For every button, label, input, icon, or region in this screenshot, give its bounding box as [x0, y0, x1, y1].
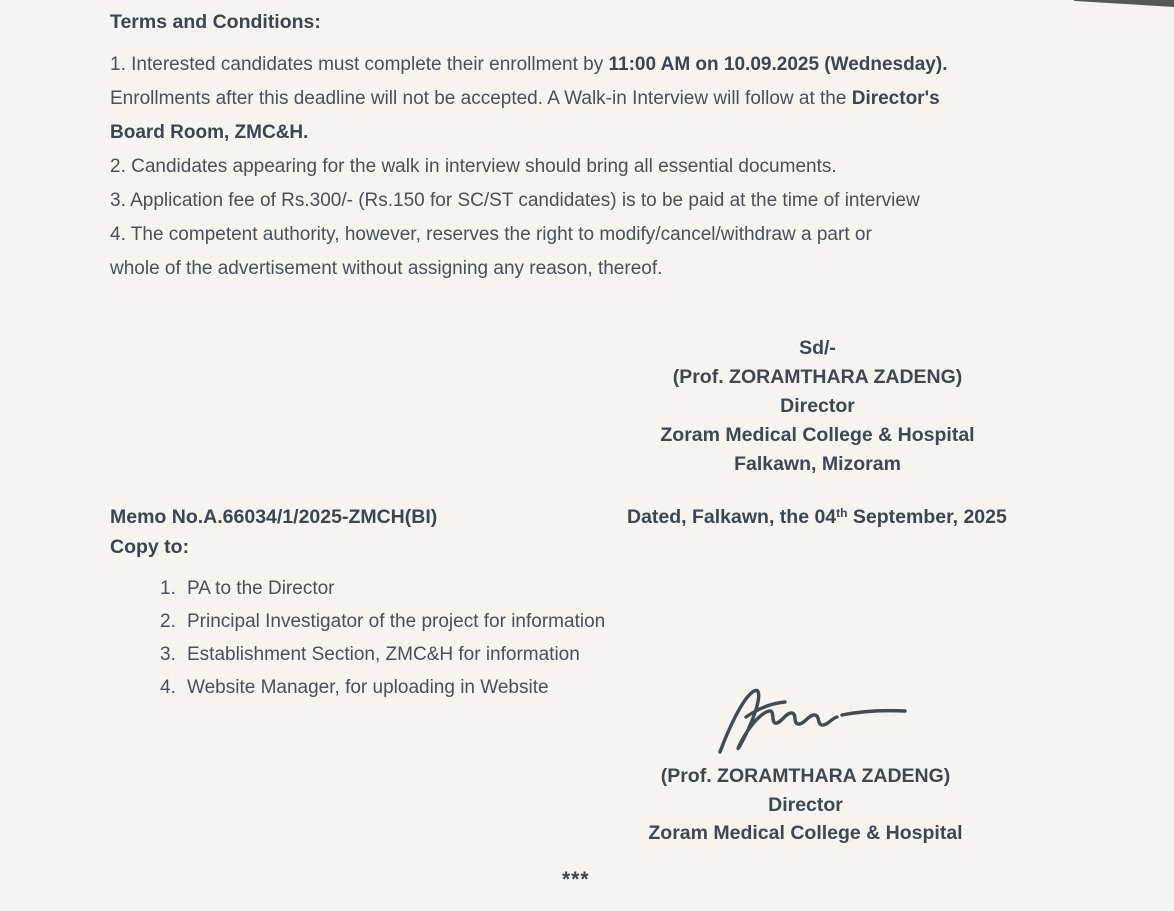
signatory-name: (Prof. ZORAMTHARA ZADENG) [660, 765, 951, 787]
list-item [160, 671, 605, 704]
terms-heading: Terms and Conditions: [110, 11, 321, 33]
text-run: 1. Interested candidates must complete their enrollment by [110, 54, 609, 75]
list-item-text: Principal Investigator of the project for information [187, 611, 606, 632]
list-item-text: Website Manager, for uploading in Website [187, 677, 549, 698]
signatory-organization: Zoram Medical College & Hospital [660, 424, 975, 446]
dated-ordinal-superscript: th [836, 506, 848, 520]
list-item-number: 3. [160, 644, 176, 665]
signatory-place: Falkawn, Mizoram [734, 453, 901, 475]
sd-label: Sd/- [799, 337, 836, 359]
list-item [160, 572, 605, 605]
text-run: Enrollments after this deadline will not be accepted. A Walk-in Interview will follow at the [110, 88, 852, 109]
terms-item-1-line-2 [110, 82, 1120, 116]
list-item-number: 4. [160, 677, 176, 698]
list-item-number: 1. [160, 578, 176, 599]
terms-item-4-line-1: 4. The competent authority, however, reserves the right to modify/cancel/withdraw a part or [110, 224, 872, 245]
terms-item-1-line-1 [110, 48, 1120, 82]
dated-text: September, 2025 [847, 506, 1007, 528]
terms-item-3: 3. Application fee of Rs.300/- (Rs.150 for SC/ST candidates) is to be paid at the time of interview [110, 190, 920, 211]
signature-image [712, 686, 917, 758]
copy-to-label: Copy to: [110, 536, 190, 558]
memo-number: Memo No.A.66034/1/2025-ZMCH(BI) [110, 506, 438, 528]
list-item [160, 638, 605, 671]
list-item-text: PA to the Director [187, 578, 335, 599]
signatory-title: Director [780, 395, 855, 417]
scan-edge-artifact [1073, 0, 1174, 8]
list-item-text: Establishment Section, ZMC&H for information [187, 644, 580, 665]
bold-deadline-text: 11:00 AM on 10.09.2025 (Wednesday). [608, 54, 948, 75]
bold-venue-text: Director's [851, 88, 940, 109]
signatory-organization: Zoram Medical College & Hospital [648, 822, 963, 844]
bold-venue-text: Board Room, ZMC&H. [110, 122, 309, 143]
copy-to-list [160, 572, 605, 704]
signatory-title: Director [768, 793, 843, 816]
memo-row [110, 506, 1120, 534]
list-item [160, 605, 605, 638]
signatory-name: (Prof. ZORAMTHARA ZADENG) [672, 366, 963, 388]
terms-item-2: 2. Candidates appearing for the walk in interview should bring all essential documents. [110, 156, 837, 177]
end-of-document-marker: *** [562, 868, 590, 891]
terms-item-4-line-2: whole of the advertisement without assigning any reason, thereof. [110, 258, 663, 279]
signatory-block-bottom [548, 762, 1063, 848]
memo-dated [627, 506, 1007, 529]
dated-text: Dated, Falkawn, the 04 [627, 506, 837, 528]
terms-section [110, 10, 1120, 286]
signatory-block-top [560, 334, 1075, 479]
terms-item-1-line-3 [110, 116, 1120, 150]
list-item-number: 2. [160, 611, 176, 632]
